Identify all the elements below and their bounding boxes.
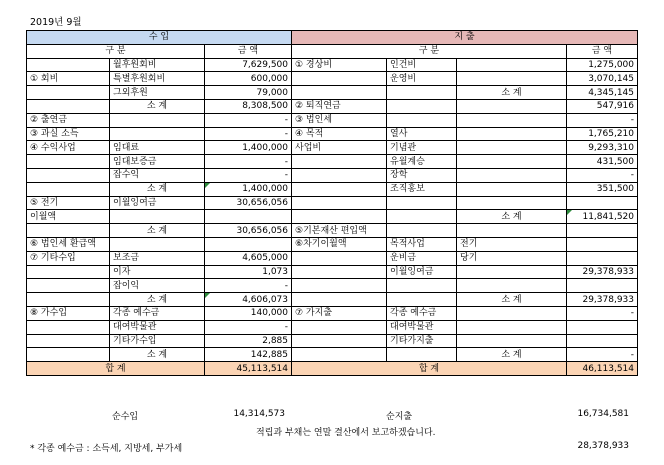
- expense-amount-cell: 29,378,933: [567, 265, 638, 279]
- income-subcategory-cell: [110, 237, 205, 251]
- net-income-value: 14,314,573: [233, 409, 285, 419]
- expense-amount-cell: [567, 320, 638, 334]
- expense-amount-cell: [567, 251, 638, 265]
- income-subcategory-cell: 임대보증금: [110, 155, 205, 169]
- table-row: [27, 334, 638, 348]
- income-subcategory-cell: 임대료: [110, 141, 205, 155]
- income-amount-cell: -: [205, 113, 292, 127]
- expense-subcategory-cell: 각종 예수금: [387, 306, 457, 320]
- income-category-cell: [27, 168, 110, 182]
- table-row: [27, 182, 638, 196]
- table-row: [27, 320, 638, 334]
- expense-subcategory-cell: 운영비: [387, 72, 457, 86]
- expense-subtotal-cell: [457, 127, 567, 141]
- income-subcategory-cell: [110, 210, 205, 224]
- expense-subcategory-cell: 인건비: [387, 58, 457, 72]
- expense-subcategory-cell: 기타가지출: [387, 334, 457, 348]
- income-subcategory-cell: [110, 127, 205, 141]
- expense-subtotal-cell: 소 계: [457, 86, 567, 100]
- expense-subtotal-cell: 소 계: [457, 293, 567, 307]
- income-subcategory-cell: 월후원회비: [110, 58, 205, 72]
- expense-category-cell: [292, 72, 387, 86]
- table-row: [27, 99, 638, 113]
- income-amount-cell: -: [205, 320, 292, 334]
- table-row: [27, 113, 638, 127]
- expense-subcategory-cell: 장학: [387, 168, 457, 182]
- income-amount-cell: 79,000: [205, 86, 292, 100]
- expense-subtotal-cell: [457, 182, 567, 196]
- income-amount-header: 금 액: [205, 44, 292, 58]
- table-row: [27, 251, 638, 265]
- income-amount-cell: 8,308,500: [205, 99, 292, 113]
- income-subcategory-cell: [110, 113, 205, 127]
- expense-subtotal-cell: [457, 155, 567, 169]
- table-row: [27, 196, 638, 210]
- income-category-cell: ⑤ 전기: [27, 196, 110, 210]
- expense-subcategory-cell: [387, 196, 457, 210]
- expense-category-cell: [292, 293, 387, 307]
- table-row: [27, 265, 638, 279]
- expense-header: 지 출: [292, 31, 638, 45]
- net-income-label: 순수입: [112, 412, 139, 422]
- expense-category-cell: [292, 348, 387, 362]
- expense-amount-cell: -: [567, 306, 638, 320]
- income-subcategory-cell: 기타가수입: [110, 334, 205, 348]
- table-row: [27, 155, 638, 169]
- income-amount-cell: -: [205, 168, 292, 182]
- expense-subtotal-cell: [457, 141, 567, 155]
- expense-subcategory-cell: 기념관: [387, 141, 457, 155]
- income-category-cell: [27, 334, 110, 348]
- table-row: [27, 224, 638, 238]
- table-row: [27, 306, 638, 320]
- income-subcategory-cell: 소 계: [110, 348, 205, 362]
- expense-subcategory-cell: [387, 86, 457, 100]
- income-subcategory-cell: 잡수익: [110, 168, 205, 182]
- expense-subtotal-cell: [457, 168, 567, 182]
- table-row: [27, 72, 638, 86]
- income-header: 수 입: [27, 31, 292, 45]
- total-row: [27, 362, 638, 376]
- expense-subcategory-cell: 유월계승: [387, 155, 457, 169]
- header-row-section: [27, 31, 638, 45]
- income-category-cell: ④ 수익사업: [27, 141, 110, 155]
- expense-subcategory-cell: 조직홍보: [387, 182, 457, 196]
- expense-amount-cell: 3,070,145: [567, 72, 638, 86]
- expense-subcategory-cell: 이월잉여금: [387, 265, 457, 279]
- income-amount-cell: 30,656,056: [205, 224, 292, 238]
- table-row: [27, 237, 638, 251]
- income-category-cell: [27, 348, 110, 362]
- expense-subcategory-cell: 대여박물관: [387, 320, 457, 334]
- expense-amount-cell: 1,765,210: [567, 127, 638, 141]
- expense-subcategory-cell: [387, 99, 457, 113]
- expense-category-cell: [292, 279, 387, 293]
- income-subcategory-cell: 이자: [110, 265, 205, 279]
- income-subcategory-cell: 잡이익: [110, 279, 205, 293]
- expense-category-cell: ④ 목적: [292, 127, 387, 141]
- income-subcategory-cell: 소 계: [110, 293, 205, 307]
- income-amount-cell: [205, 237, 292, 251]
- expense-category-cell: [292, 320, 387, 334]
- expense-category-cell: ⑦ 가지출: [292, 306, 387, 320]
- expense-amount-cell: [567, 237, 638, 251]
- expense-amount-header: 금 액: [567, 44, 638, 58]
- income-total-label: 합 계: [27, 362, 205, 376]
- report-note: 적립과 부채는 연말 결산에서 보고하겠습니다.: [256, 428, 436, 438]
- expense-category-cell: [292, 251, 387, 265]
- income-subcategory-cell: 각종 예수금: [110, 306, 205, 320]
- expense-subcategory-cell: [387, 210, 457, 224]
- net-expense-value: 16,734,581: [577, 409, 629, 419]
- income-subcategory-cell: 특별후원회비: [110, 72, 205, 86]
- income-category-cell: [27, 58, 110, 72]
- table-row: [27, 348, 638, 362]
- expense-amount-cell: 547,916: [567, 99, 638, 113]
- table-row: [27, 279, 638, 293]
- sheet-title: 2019년 9월: [30, 17, 82, 28]
- expense-amount-cell: 29,378,933: [567, 293, 638, 307]
- expense-subcategory-cell: 목적사업: [387, 237, 457, 251]
- expense-amount-cell: [567, 279, 638, 293]
- table-row: [27, 141, 638, 155]
- income-category-cell: ⑥ 법인세 환급액: [27, 237, 110, 251]
- income-amount-cell: 4,606,073: [205, 293, 292, 307]
- expense-amount-cell: 9,293,310: [567, 141, 638, 155]
- income-subcategory-cell: 소 계: [110, 182, 205, 196]
- income-category-header: 구 분: [27, 44, 205, 58]
- income-category-cell: ② 출연금: [27, 113, 110, 127]
- expense-subcategory-cell: [387, 293, 457, 307]
- income-amount-cell: -: [205, 127, 292, 141]
- income-total-value: 45,113,514: [205, 362, 292, 376]
- expense-category-cell: [292, 168, 387, 182]
- expense-category-cell: [292, 86, 387, 100]
- income-category-cell: [27, 279, 110, 293]
- income-category-cell: ⑧ 가수입: [27, 306, 110, 320]
- expense-subtotal-cell: [457, 265, 567, 279]
- expense-category-cell: [292, 155, 387, 169]
- table-row: [27, 293, 638, 307]
- table-row: [27, 127, 638, 141]
- expense-subtotal-cell: 전기: [457, 237, 567, 251]
- expense-amount-cell: 1,275,000: [567, 58, 638, 72]
- expense-subtotal-cell: [457, 320, 567, 334]
- expense-category-cell: [292, 334, 387, 348]
- expense-category-cell: ② 퇴직연금: [292, 99, 387, 113]
- expense-subcategory-cell: [387, 279, 457, 293]
- expense-category-cell: ① 경상비: [292, 58, 387, 72]
- expense-category-cell: [292, 210, 387, 224]
- income-category-cell: [27, 293, 110, 307]
- expense-subcategory-cell: [387, 348, 457, 362]
- table-row: [27, 86, 638, 100]
- expense-amount-cell: -: [567, 168, 638, 182]
- income-category-cell: [27, 155, 110, 169]
- income-amount-cell: 140,000: [205, 306, 292, 320]
- expense-total-value: 46,113,514: [567, 362, 638, 376]
- expense-subtotal-cell: [457, 99, 567, 113]
- expense-subtotal-cell: [457, 58, 567, 72]
- income-amount-cell: 1,400,000: [205, 141, 292, 155]
- footnote-amount: 28,378,933: [577, 441, 629, 451]
- income-expense-table: [26, 30, 638, 376]
- expense-category-cell: ⑤기본재산 편입액: [292, 224, 387, 238]
- income-category-cell: [27, 86, 110, 100]
- income-category-cell: [27, 265, 110, 279]
- expense-category-header: 구 분: [292, 44, 567, 58]
- income-category-cell: ③ 과실 소득: [27, 127, 110, 141]
- expense-subtotal-cell: [457, 334, 567, 348]
- expense-subcategory-cell: [387, 113, 457, 127]
- income-amount-cell: 1,073: [205, 265, 292, 279]
- income-amount-cell: 1,400,000: [205, 182, 292, 196]
- expense-subtotal-cell: 당기: [457, 251, 567, 265]
- net-expense-label: 순지출: [386, 412, 413, 422]
- expense-subtotal-cell: [457, 72, 567, 86]
- table-row: [27, 58, 638, 72]
- expense-category-cell: ③ 법인세: [292, 113, 387, 127]
- expense-subcategory-cell: 열사: [387, 127, 457, 141]
- expense-subtotal-cell: 소 계: [457, 210, 567, 224]
- income-subcategory-cell: 소 계: [110, 224, 205, 238]
- income-category-cell: [27, 99, 110, 113]
- income-category-cell: [27, 182, 110, 196]
- income-category-cell: [27, 224, 110, 238]
- income-category-cell: ⑦ 기타수입: [27, 251, 110, 265]
- income-amount-cell: 142,885: [205, 348, 292, 362]
- income-category-cell: 이월액: [27, 210, 110, 224]
- header-row-columns: [27, 44, 638, 58]
- expense-category-cell: [292, 265, 387, 279]
- table-row: [27, 210, 638, 224]
- income-amount-cell: [205, 210, 292, 224]
- expense-subtotal-cell: [457, 306, 567, 320]
- expense-subtotal-cell: [457, 279, 567, 293]
- expense-subtotal-cell: [457, 196, 567, 210]
- expense-amount-cell: 431,500: [567, 155, 638, 169]
- income-category-cell: [27, 320, 110, 334]
- table-row: [27, 168, 638, 182]
- expense-amount-cell: 11,841,520: [567, 210, 638, 224]
- expense-subtotal-cell: [457, 113, 567, 127]
- income-amount-cell: 600,000: [205, 72, 292, 86]
- income-subcategory-cell: 소 계: [110, 99, 205, 113]
- income-subcategory-cell: 그외후원: [110, 86, 205, 100]
- expense-subtotal-cell: [457, 224, 567, 238]
- income-amount-cell: 4,605,000: [205, 251, 292, 265]
- income-amount-cell: -: [205, 155, 292, 169]
- footnote: * 각종 예수금 : 소득세, 지방세, 부가세: [30, 444, 183, 454]
- income-amount-cell: 2,885: [205, 334, 292, 348]
- expense-total-label: 합 계: [292, 362, 567, 376]
- expense-subtotal-cell: 소 계: [457, 348, 567, 362]
- expense-category-cell: 사업비: [292, 141, 387, 155]
- expense-amount-cell: [567, 224, 638, 238]
- income-subcategory-cell: 대여박물관: [110, 320, 205, 334]
- income-subcategory-cell: 이월잉여금: [110, 196, 205, 210]
- expense-category-cell: [292, 196, 387, 210]
- income-amount-cell: -: [205, 279, 292, 293]
- expense-amount-cell: -: [567, 348, 638, 362]
- income-subcategory-cell: 보조금: [110, 251, 205, 265]
- expense-category-cell: ⑥차기이월액: [292, 237, 387, 251]
- income-amount-cell: 7,629,500: [205, 58, 292, 72]
- expense-amount-cell: [567, 196, 638, 210]
- expense-category-cell: [292, 182, 387, 196]
- expense-subcategory-cell: [387, 224, 457, 238]
- expense-subcategory-cell: 운비금: [387, 251, 457, 265]
- income-amount-cell: 30,656,056: [205, 196, 292, 210]
- expense-amount-cell: -: [567, 113, 638, 127]
- expense-amount-cell: 4,345,145: [567, 86, 638, 100]
- income-category-cell: ① 회비: [27, 72, 110, 86]
- expense-amount-cell: [567, 334, 638, 348]
- expense-amount-cell: 351,500: [567, 182, 638, 196]
